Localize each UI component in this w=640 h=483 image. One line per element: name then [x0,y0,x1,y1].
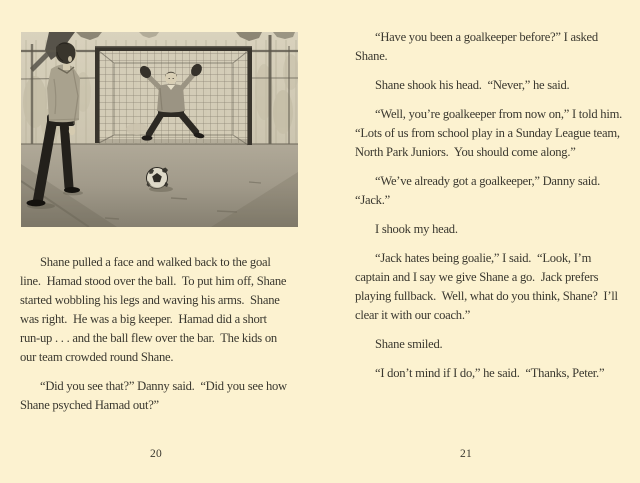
paragraph: Shane shook his head. “Never,” he said. [375,78,570,92]
left-page-text [20,253,288,425]
page-number-right: 21 [459,448,473,460]
page-number-left: 20 [149,448,163,460]
right-page-text [355,28,627,393]
paragraph: “We’ve already got a goalkeeper,” Danny said. “Jack.” [355,174,606,207]
paragraph: “I don’t mind if I do,” he said. “Thanks, Peter.” [375,366,605,380]
illustration-svg [21,32,298,227]
paragraph: I shook my head. [375,222,458,236]
goalkeeper-illustration [21,32,298,227]
paragraph: “Well, you’re goalkeeper from now on,” I told him. “Lots of us from school play in a Sunday League team, North Park Juniors. You should come along.” [355,107,628,159]
right-page [320,0,640,483]
worn-patch [126,123,148,135]
paragraph: “Jack hates being goalie,” I said. “Look, I’m captain and I say we give Shane a go. Jack prefers playing fullback. Well, what do you think, Shane? I’ll clear it with our coach.” [355,251,621,322]
paragraph: Shane pulled a face and walked back to the goal line. Hamad stood over the ball. To put him off, Shane started wobbling his legs and waving his arms. Shane was right. He was a big keeper. Hamad did a short run-up . . . and the ball flew over the bar. The kids on our team crowded round Shane. [20,255,290,364]
paragraph: Shane smiled. [375,337,443,351]
paragraph: “Did you see that?” Danny said. “Did you see how Shane psyched Hamad out?” [20,379,290,412]
paragraph: “Have you been a goalkeeper before?” I asked Shane. [355,30,601,63]
